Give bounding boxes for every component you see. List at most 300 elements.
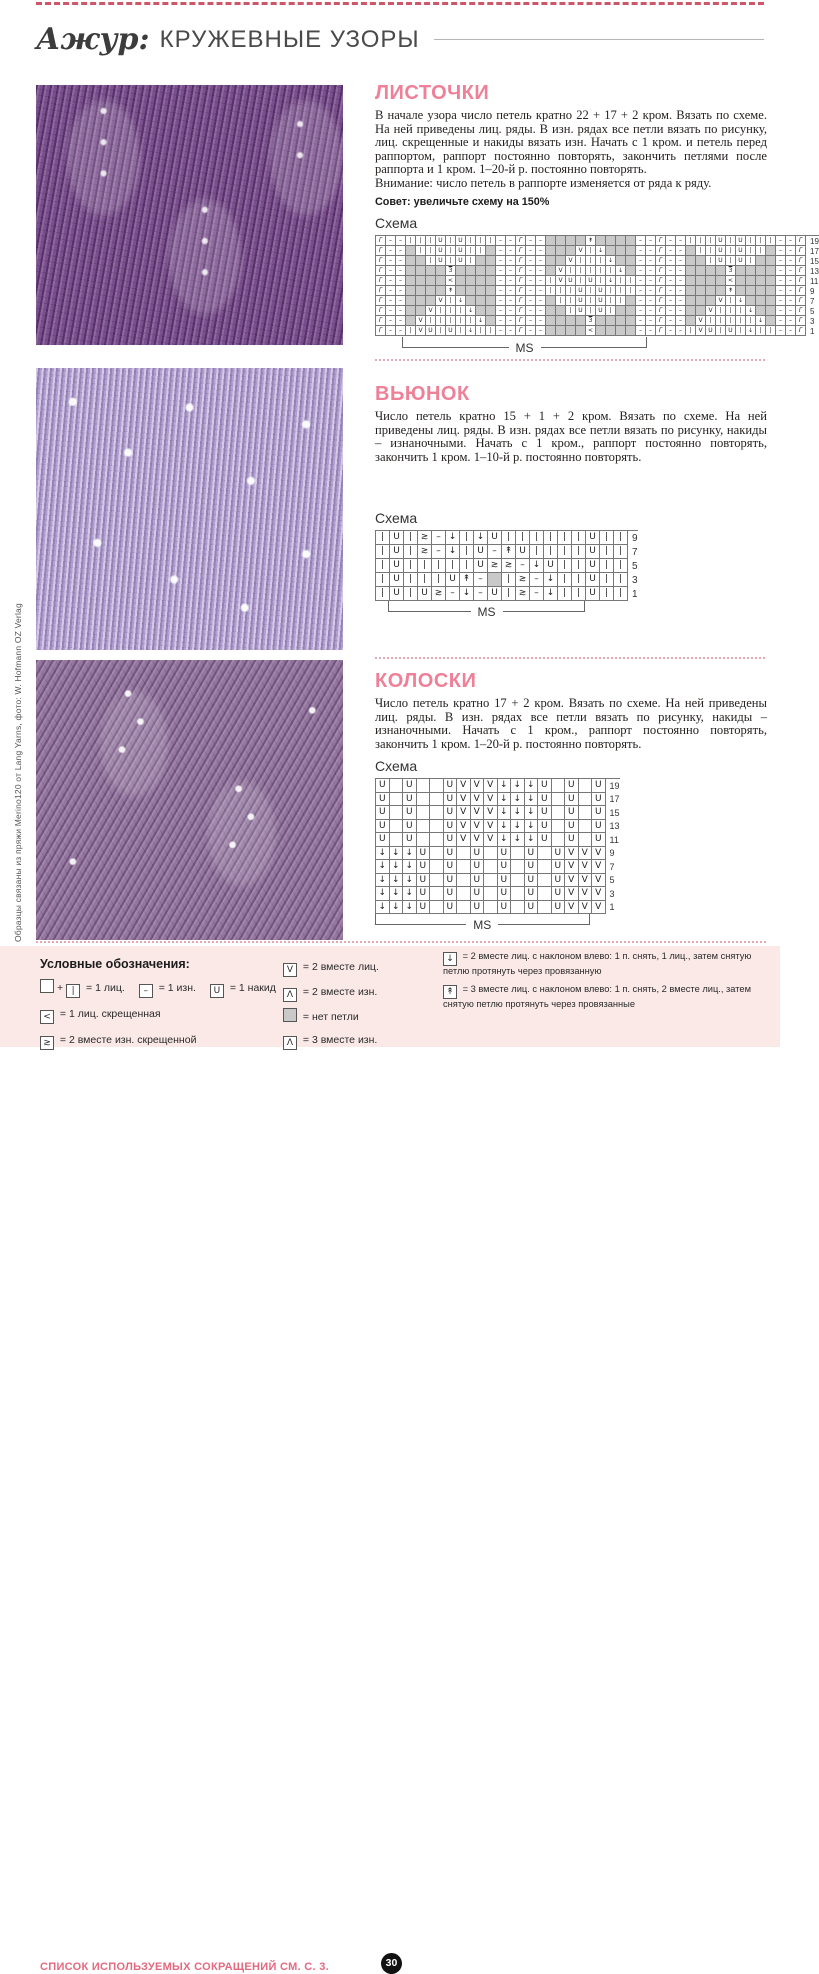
chart-cell: U: [403, 793, 417, 807]
chart-cell: –: [474, 573, 488, 587]
legend-symbol-box: –: [139, 984, 153, 998]
section-instructions: Число петель кратно 17 + 2 кром. Вязать по схеме. На ней приведены лиц. ряды. В изн. рядах все петли вязать по рисунку, накиды – изнаночными. Начать с 1 кром., раппорт постоянно повторять, закончить 1 кром. 1–20-й р. постоянно повторять.: [375, 696, 767, 751]
chart-cell: [511, 847, 525, 861]
chart-cell: [716, 286, 726, 296]
chart-cell: U: [586, 531, 600, 545]
chart-cell: <: [586, 326, 596, 336]
chart-cell: |: [576, 256, 586, 266]
chart-cell: |: [746, 256, 756, 266]
legend-line: [283, 957, 433, 977]
chart-cell: –: [676, 256, 686, 266]
chart-cell: –: [786, 266, 796, 276]
chart-cell: [416, 276, 426, 286]
section-title: ЛИСТОЧКИ: [375, 82, 490, 104]
chart-cell: V: [457, 779, 471, 793]
chart-cell: U: [596, 306, 606, 316]
section-koloski: [375, 670, 767, 932]
chart-cell: |: [566, 296, 576, 306]
chart-cell: |: [572, 587, 586, 601]
chart-cell: [406, 316, 416, 326]
chart-cell: |: [404, 573, 418, 587]
chart-cell: V: [716, 296, 726, 306]
chart-cell: [556, 256, 566, 266]
header-script-word: Ажур:: [36, 22, 150, 57]
chart-cell: U: [444, 901, 458, 915]
chart-cell: [430, 820, 444, 834]
chart-cell: ↓: [511, 779, 525, 793]
legend-item: [40, 1008, 161, 1020]
chart-cell: [476, 306, 486, 316]
chart-cell: Г: [796, 236, 806, 246]
chart-cell: V: [592, 901, 606, 915]
pattern-photo-vyunok: [36, 368, 343, 650]
chart-cell: [476, 286, 486, 296]
chart-cell: –: [526, 276, 536, 286]
chart-cell: U: [417, 874, 431, 888]
chart-cell: |: [460, 545, 474, 559]
chart-cell: [486, 306, 496, 316]
chart-cell: ↓: [390, 847, 404, 861]
ms-label: MS: [466, 918, 498, 932]
chart-cell: –: [396, 316, 406, 326]
legend-line: [283, 1030, 433, 1050]
chart-cell: [556, 306, 566, 316]
chart-row-number: 3: [632, 574, 638, 586]
chart-cell: Г: [796, 266, 806, 276]
chart-cell: Г: [516, 246, 526, 256]
chart-cell: |: [586, 246, 596, 256]
schema-label: Схема: [375, 758, 418, 774]
chart-cell: [756, 306, 766, 316]
chart-cell: |: [726, 316, 736, 326]
chart-cell: –: [786, 306, 796, 316]
chart-cell: –: [386, 306, 396, 316]
chart-cell: ↓: [498, 779, 512, 793]
chart-cell: [416, 286, 426, 296]
chart-cell: –: [776, 286, 786, 296]
legend-line: [283, 1007, 433, 1025]
chart-cell: [576, 236, 586, 246]
chart-cell: [766, 286, 776, 296]
chart-cell: ↓: [525, 833, 539, 847]
chart-cell: [696, 276, 706, 286]
legend-item: [210, 982, 276, 994]
chart-cell: U: [538, 833, 552, 847]
chart-cell: Г: [656, 276, 666, 286]
chart-cell: [538, 887, 552, 901]
chart-cell: [626, 326, 636, 336]
chart-cell: ↟: [502, 545, 516, 559]
chart-cell: U: [498, 847, 512, 861]
chart-cell: [626, 306, 636, 316]
knitting-chart-koloski: [375, 778, 620, 932]
chart-cell: V: [471, 779, 485, 793]
chart-cell: ≳: [418, 545, 432, 559]
chart-row: [376, 806, 620, 820]
chart-cell: |: [530, 545, 544, 559]
chart-cell: ↓: [525, 779, 539, 793]
chart-cell: |: [466, 256, 476, 266]
chart-cell: [486, 246, 496, 256]
chart-cell: |: [600, 545, 614, 559]
chart-cell: [430, 847, 444, 861]
chart-cell: ↓: [746, 326, 756, 336]
chart-cell: ↓: [403, 874, 417, 888]
chart-cell: |: [404, 531, 418, 545]
chart-cell: U: [552, 901, 566, 915]
chart-cell: U: [565, 833, 579, 847]
chart-cell: –: [676, 266, 686, 276]
chart-cell: –: [646, 256, 656, 266]
chart-cell: [579, 833, 593, 847]
chart-cell: –: [386, 256, 396, 266]
chart-cell: |: [716, 306, 726, 316]
chart-cell: U: [592, 793, 606, 807]
chart-cell: Г: [796, 316, 806, 326]
chart-cell: –: [536, 246, 546, 256]
legend-item: [283, 961, 379, 973]
chart-cell: [546, 256, 556, 266]
legend-line: [283, 982, 433, 1002]
chart-cell: –: [496, 326, 506, 336]
chart-row: [376, 276, 819, 286]
chart-cell: [716, 266, 726, 276]
chart-cell: [756, 296, 766, 306]
chart-cell: –: [636, 316, 646, 326]
chart-cell: [546, 266, 556, 276]
chart-grid: [375, 778, 620, 914]
chart-cell: |: [586, 296, 596, 306]
chart-cell: |: [736, 306, 746, 316]
chart-cell: U: [444, 779, 458, 793]
chart-cell: –: [536, 296, 546, 306]
chart-cell: –: [536, 306, 546, 316]
chart-cell: U: [436, 246, 446, 256]
chart-cell: V: [484, 820, 498, 834]
chart-row: [376, 874, 620, 888]
chart-cell: –: [646, 296, 656, 306]
chart-cell: Г: [656, 326, 666, 336]
chart-cell: U: [566, 276, 576, 286]
chart-row-number: 9: [609, 848, 615, 859]
chart-cell: –: [536, 256, 546, 266]
chart-cell: V: [696, 316, 706, 326]
chart-cell: [484, 887, 498, 901]
chart-cell: [436, 266, 446, 276]
chart-cell: [546, 236, 556, 246]
legend-symbol-box: Λ: [283, 1036, 297, 1050]
chart-cell: |: [502, 573, 516, 587]
chart-cell: V: [484, 833, 498, 847]
chart-cell: V: [592, 887, 606, 901]
chart-cell: –: [646, 326, 656, 336]
chart-cell: ↓: [544, 573, 558, 587]
chart-row: [376, 545, 638, 559]
chart-cell: –: [676, 316, 686, 326]
chart-cell: U: [444, 820, 458, 834]
chart-cell: [626, 316, 636, 326]
chart-cell: [706, 286, 716, 296]
chart-cell: ↓: [756, 316, 766, 326]
chart-cell: U: [592, 779, 606, 793]
chart-cell: U: [586, 573, 600, 587]
legend-column-slip-decreases: [443, 951, 768, 1017]
chart-row-number: 9: [632, 532, 638, 544]
legend-item: [40, 1034, 196, 1046]
section-title: ВЬЮНОК: [375, 383, 470, 405]
chart-cell: [766, 296, 776, 306]
chart-cell: –: [396, 326, 406, 336]
legend-line: [40, 1030, 280, 1050]
chart-cell: [606, 236, 616, 246]
chart-cell: U: [471, 901, 485, 915]
chart-cell: –: [636, 236, 646, 246]
chart-cell: –: [536, 326, 546, 336]
chart-cell: |: [616, 286, 626, 296]
chart-cell: U: [516, 545, 530, 559]
chart-cell: [511, 860, 525, 874]
chart-cell: |: [502, 531, 516, 545]
legend-symbol-box: V: [283, 963, 297, 977]
chart-cell: Г: [656, 236, 666, 246]
chart-cell: |: [546, 286, 556, 296]
chart-cell: |: [626, 286, 636, 296]
chart-row-number: 5: [632, 560, 638, 572]
chart-cell: –: [786, 296, 796, 306]
chart-cell: [546, 296, 556, 306]
chart-cell: |: [426, 316, 436, 326]
chart-cell: [552, 833, 566, 847]
chart-cell: Г: [376, 316, 386, 326]
legend-item-label: = 2 вместе изн.: [300, 986, 378, 998]
chart-cell: [466, 286, 476, 296]
chart-cell: [406, 286, 416, 296]
chart-cell: [756, 266, 766, 276]
chart-cell: Г: [656, 256, 666, 266]
chart-cell: U: [474, 545, 488, 559]
chart-cell: [552, 793, 566, 807]
chart-cell: –: [666, 246, 676, 256]
chart-cell: ↓: [530, 559, 544, 573]
chart-cell: |: [616, 276, 626, 286]
chart-cell: ↓: [403, 887, 417, 901]
chart-cell: [457, 887, 471, 901]
chart-row: [376, 246, 819, 256]
chart-cell: –: [536, 236, 546, 246]
chart-cell: |: [446, 296, 456, 306]
chart-cell: [606, 316, 616, 326]
chart-cell: U: [403, 806, 417, 820]
chart-cell: [406, 306, 416, 316]
chart-cell: [426, 266, 436, 276]
chart-cell: U: [586, 559, 600, 573]
chart-cell: [416, 256, 426, 266]
chart-cell: –: [636, 326, 646, 336]
legend-column-basic: [40, 957, 280, 1056]
chart-row-number: 3: [609, 888, 615, 899]
chart-cell: –: [676, 296, 686, 306]
chart-cell: U: [390, 545, 404, 559]
chart-cell: –: [646, 266, 656, 276]
chart-cell: |: [432, 573, 446, 587]
chart-cell: –: [776, 276, 786, 286]
chart-cell: –: [488, 545, 502, 559]
chart-row-number: 19: [810, 236, 819, 246]
chart-cell: |: [566, 286, 576, 296]
legend-symbol-box: [283, 1008, 297, 1022]
chart-cell: Г: [376, 236, 386, 246]
chart-cell: [390, 793, 404, 807]
chart-cell: [766, 256, 776, 266]
chart-cell: [390, 779, 404, 793]
chart-cell: [766, 316, 776, 326]
chart-cell: ↓: [736, 296, 746, 306]
chart-cell: 3: [586, 316, 596, 326]
chart-row: [376, 847, 620, 861]
page-number: 30: [381, 1953, 402, 1974]
chart-cell: [566, 246, 576, 256]
chart-cell: [706, 266, 716, 276]
chart-cell: |: [460, 559, 474, 573]
legend-item-label: = 2 вместе лиц. с наклоном влево: 1 п. снять, 1 лиц., затем снятую петлю протянуть через провязанную: [443, 951, 752, 976]
chart-row-number: 3: [810, 316, 815, 326]
chart-cell: [596, 326, 606, 336]
legend-item-label: = 1 изн.: [155, 982, 196, 994]
chart-cell: U: [576, 296, 586, 306]
chart-cell: –: [636, 256, 646, 266]
chart-cell: [430, 874, 444, 888]
chart-cell: U: [488, 531, 502, 545]
chart-cell: –: [386, 296, 396, 306]
chart-cell: [466, 276, 476, 286]
chart-cell: Г: [796, 276, 806, 286]
chart-cell: |: [426, 246, 436, 256]
chart-cell: [579, 779, 593, 793]
chart-cell: U: [456, 236, 466, 246]
legend-item: [283, 1011, 359, 1023]
chart-cell: Г: [376, 326, 386, 336]
chart-cell: –: [396, 246, 406, 256]
chart-cell: U: [586, 587, 600, 601]
chart-cell: [390, 806, 404, 820]
chart-cell: [430, 806, 444, 820]
chart-cell: –: [496, 256, 506, 266]
chart-cell: V: [592, 860, 606, 874]
chart-cell: |: [416, 246, 426, 256]
chart-cell: |: [456, 316, 466, 326]
chart-row-number: 1: [609, 902, 615, 913]
chart-cell: [686, 266, 696, 276]
chart-cell: |: [544, 545, 558, 559]
chart-cell: [756, 276, 766, 286]
chart-cell: [486, 256, 496, 266]
chart-cell: [746, 286, 756, 296]
legend-item-label: = 3 вместе изн.: [300, 1034, 378, 1046]
chart-cell: U: [552, 860, 566, 874]
chart-cell: [626, 246, 636, 256]
chart-cell: –: [776, 296, 786, 306]
chart-cell: –: [676, 306, 686, 316]
chart-cell: V: [471, 833, 485, 847]
chart-cell: –: [646, 286, 656, 296]
chart-cell: V: [706, 306, 716, 316]
chart-cell: |: [426, 256, 436, 266]
chart-cell: ↓: [498, 793, 512, 807]
chart-cell: |: [572, 531, 586, 545]
chart-cell: –: [786, 246, 796, 256]
chart-cell: –: [526, 326, 536, 336]
legend-symbol-box: U: [210, 984, 224, 998]
chart-cell: V: [416, 326, 426, 336]
legend-line: [40, 978, 280, 998]
chart-cell: |: [586, 286, 596, 296]
chart-cell: ↓: [390, 887, 404, 901]
chart-cell: |: [486, 326, 496, 336]
chart-cell: [430, 779, 444, 793]
chart-cell: ↓: [466, 306, 476, 316]
chart-cell: |: [716, 316, 726, 326]
chart-cell: |: [606, 306, 616, 316]
legend-item-label: = 2 вместе лиц.: [300, 961, 379, 973]
chart-cell: –: [776, 246, 786, 256]
chart-cell: –: [666, 276, 676, 286]
chart-cell: Г: [376, 306, 386, 316]
chart-cell: –: [636, 296, 646, 306]
chart-cell: |: [600, 587, 614, 601]
chart-cell: –: [396, 266, 406, 276]
chart-cell: |: [446, 316, 456, 326]
chart-cell: –: [636, 276, 646, 286]
chart-cell: –: [646, 306, 656, 316]
legend-title: Условные обозначения:: [40, 957, 190, 971]
chart-row: [376, 296, 819, 306]
legend-symbol-box: [40, 979, 54, 993]
chart-cell: [566, 326, 576, 336]
chart-cell: U: [498, 901, 512, 915]
chart-cell: [736, 266, 746, 276]
chart-row-number: 1: [632, 588, 638, 600]
chart-cell: –: [776, 256, 786, 266]
chart-cell: |: [476, 246, 486, 256]
chart-cell: –: [386, 276, 396, 286]
chart-cell: U: [444, 806, 458, 820]
ms-label: MS: [509, 341, 541, 355]
pattern-photo-koloski: [36, 660, 343, 940]
chart-cell: [457, 874, 471, 888]
divider-dotted: [375, 657, 765, 659]
chart-row-number: 7: [632, 546, 638, 558]
chart-cell: |: [404, 587, 418, 601]
chart-cell: [486, 296, 496, 306]
chart-cell: V: [457, 820, 471, 834]
chart-cell: [696, 296, 706, 306]
chart-cell: [696, 256, 706, 266]
chart-cell: |: [576, 276, 586, 286]
chart-cell: Г: [376, 286, 386, 296]
chart-cell: ↓: [544, 587, 558, 601]
chart-row: [376, 256, 819, 266]
chart-cell: ↓: [746, 306, 756, 316]
chart-cell: |: [558, 531, 572, 545]
chart-cell: –: [506, 296, 516, 306]
chart-cell: –: [636, 306, 646, 316]
chart-cell: U: [444, 847, 458, 861]
chart-cell: |: [406, 326, 416, 336]
chart-row: [376, 306, 819, 316]
chart-cell: |: [566, 306, 576, 316]
chart-cell: –: [506, 266, 516, 276]
chart-cell: ≳: [432, 587, 446, 601]
